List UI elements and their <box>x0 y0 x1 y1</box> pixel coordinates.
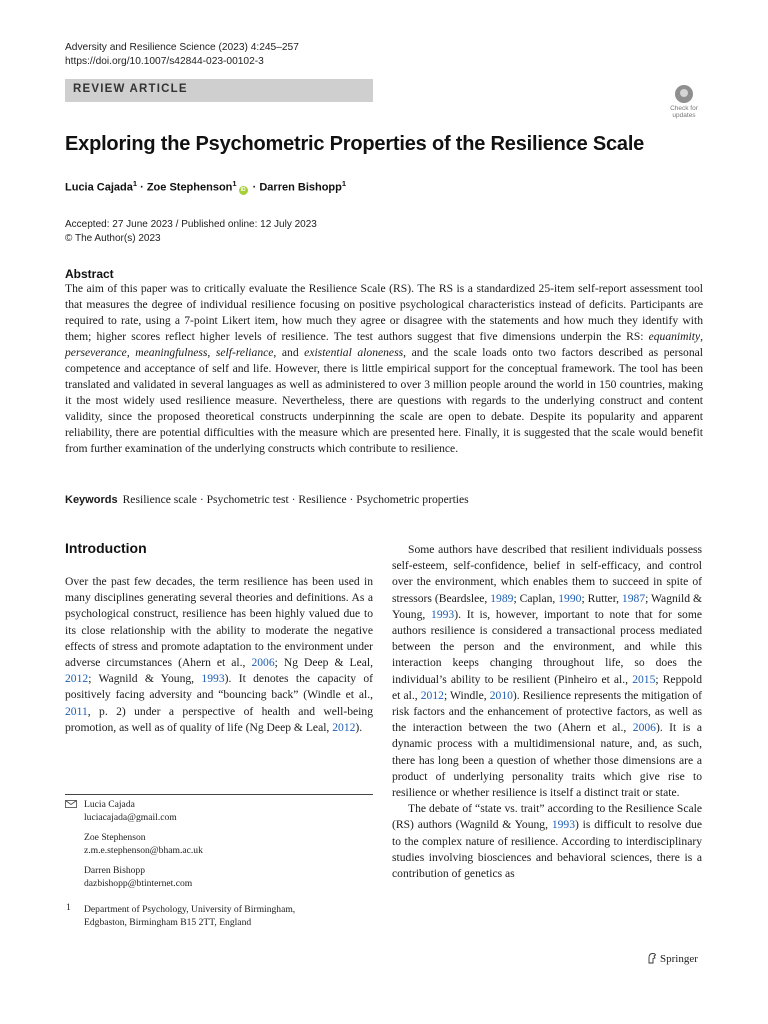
dimension-term: perseverance <box>65 346 127 359</box>
contact-name: Zoe Stephenson <box>84 832 146 843</box>
contact <box>84 832 203 857</box>
contact-name: Lucia Cajada <box>84 799 135 810</box>
doi-link[interactable]: https://doi.org/10.1007/s42844-023-00102-3 <box>65 56 264 67</box>
citation-link[interactable]: 2012 <box>332 720 356 734</box>
introduction-heading: Introduction <box>65 540 147 556</box>
check-updates-icon <box>675 85 693 103</box>
abstract-body: The aim of this paper was to critically evaluate the Resilience Scale (RS). The RS is a standardized 25-item self-report assessment tool that measures the degree of individual resilience focusing on positive psychological characteristics instead of deficits. Participants are required to rate, using a 7-point Likert item, how much they agree or disagree with the statements and how much they identify with them; higher scores reflect higher levels of resilience. The test authors suggest that five dimensions underpin the RS: equanimity, perseverance, meaningfulness, self-reliance, and existential aloneness, and the scale loads onto two factors described as personal competence and acceptance of self and life. However, there is little empirical support for the conceptual framework. The tool has been translated and validated in several languages as well as administered to over 3 million people around the world in 150 countries, making it the most widely used resilience measure. Nevertheless, there are questions with regards to the underlying construct and content validity, since the proposed theoretical constructs underpinning the scale are open to debate. Despite its popularity and apparent reliability, there are potential difficulties with the measure which are presented here. Finally, it is suggested that the scale would benefit from further examination of the underlying constructs which contribute to resilience. <box>65 282 704 455</box>
intro-paragraph: The debate of “state vs. trait” according to the Resilience Scale (RS) authors (Wagnild & Young, 1993) is difficult to resolve due to the complex nature of resilience. According to interdisciplinary studies involving biosciences and behavioral sciences, there is a contribution of genetics as <box>392 802 702 881</box>
author-separator: · <box>252 181 257 194</box>
citation-link[interactable]: 2006 <box>251 656 275 670</box>
citation-link[interactable]: 1993 <box>551 818 575 832</box>
copyright-line: © The Author(s) 2023 <box>65 233 161 244</box>
journal-citation: Adversity and Resilience Science (2023) 4:245–257 <box>65 42 299 53</box>
affiliation-line: Edgbaston, Birmingham B15 2TT, England <box>84 916 252 928</box>
author-list <box>65 179 346 195</box>
publisher-mark <box>647 952 698 965</box>
accepted-published-dates: Accepted: 27 June 2023 / Published online: 12 July 2023 <box>65 219 317 230</box>
dimension-term: existential aloneness <box>304 346 404 359</box>
publication-dates <box>65 218 317 246</box>
citation-link[interactable]: 2011 <box>65 704 88 718</box>
orcid-icon[interactable]: iD <box>240 186 246 193</box>
corresponding-contact <box>84 799 177 824</box>
check-updates-line2: updates <box>672 112 696 119</box>
citation-link[interactable]: 2006 <box>632 721 656 735</box>
contact-name: Darren Bishopp <box>84 865 146 876</box>
citation-link[interactable]: 1990 <box>558 591 582 605</box>
check-updates-line1: Check for <box>670 105 698 112</box>
author-name[interactable]: Zoe Stephenson <box>146 181 233 194</box>
keywords-label: Keywords <box>65 494 118 506</box>
author-name[interactable]: Lucia Cajada <box>65 181 133 194</box>
publisher-name: Springer <box>660 953 698 965</box>
dimension-term: meaningfulness <box>135 346 208 359</box>
contact-email[interactable]: z.m.e.stephenson@bham.ac.uk <box>84 844 203 856</box>
citation-link[interactable]: 1993 <box>201 672 225 686</box>
keywords-line <box>65 493 469 506</box>
citation-link[interactable]: 2010 <box>489 688 513 702</box>
author-name[interactable]: Darren Bishopp <box>259 181 342 194</box>
author-separator: · <box>140 181 144 194</box>
intro-left-column <box>65 574 373 736</box>
article-type-banner <box>65 79 373 102</box>
footnote-divider <box>65 794 373 795</box>
springer-horse-icon <box>647 952 657 964</box>
citation-link[interactable]: 1987 <box>621 591 646 605</box>
keywords-list: Resilience scale · Psychometric test · Resilience · Psychometric properties <box>122 493 469 506</box>
dimension-term: equanimity <box>648 330 701 343</box>
author-affiliation-mark: 1 <box>132 179 138 188</box>
envelope-icon <box>65 800 77 808</box>
affiliation <box>84 904 295 929</box>
citation-link[interactable]: 2012 <box>65 672 89 686</box>
author-affiliation-mark: 1 <box>341 179 347 188</box>
article-title: Exploring the Psychometric Properties of the Resilience Scale <box>65 133 645 155</box>
citation-link[interactable]: 1993 <box>431 607 455 621</box>
article-type-label: REVIEW ARTICLE <box>73 83 188 95</box>
check-for-updates-badge[interactable] <box>664 83 704 123</box>
affiliation-number: 1 <box>66 902 71 913</box>
intro-paragraph: Over the past few decades, the term resilience has been used in many disciplines generating several theories and definitions. As a psychological construct, resilience has been highly valued due to its close relationship with the ability to moderate the negative effects of stress and promote adaptation to the environment under adverse circumstances (Ahern et al., 2006; Ng Deep & Leal, 2012; Wagnild & Young, 1993). It denotes the capacity of positively facing adversity and “bouncing back” (Windle et al., 2011, p. 2) under a perspective of health and well-being promotion, as well as of quality of life (Ng Deep & Leal, 2012). <box>65 575 373 734</box>
author-affiliation-mark: 1 <box>232 179 237 188</box>
affiliation-line: Department of Psychology, University of Birmingham, <box>84 904 296 915</box>
intro-paragraph: Some authors have described that resilient individuals possess self-esteem, self-confidence, belief in self-efficacy, and control over the environment, which enables them to succeed in spite of stressors (Beardslee, 1989; Caplan, 1990; Rutter, 1987; Wagnild & Young, 1993). It is, however, important to note that for some authors resilience is considered a transactional process mediated between the person and the environment, and while this interaction keeps changing throughout life, so does the individual’s ability to be resilient (Pinheiro et al., 2015; Reppold et al., 2012; Windle, 2010). Resilience represents the mitigation of risk factors and the enhancement of protective factors, as well as the interaction between the two (Ahern et al., 2006). It is a dynamic process with a multidimensional nature, and, as such, there has long been a question of whether those dimensions are a product of underlying personality traits which give rise to resilience or whether resilience is itself a distinct trait or state. <box>392 543 702 800</box>
intro-right-column <box>392 542 702 882</box>
citation-link[interactable]: 2015 <box>632 672 656 686</box>
contact <box>84 865 192 890</box>
citation-link[interactable]: 1989 <box>490 591 514 605</box>
dimension-term: self-reliance <box>215 346 274 359</box>
citation-link[interactable]: 2012 <box>420 688 444 702</box>
contact-email[interactable]: luciacajada@gmail.com <box>84 811 177 823</box>
abstract-heading: Abstract <box>65 267 114 281</box>
contact-email[interactable]: dazbishopp@btinternet.com <box>84 877 193 889</box>
